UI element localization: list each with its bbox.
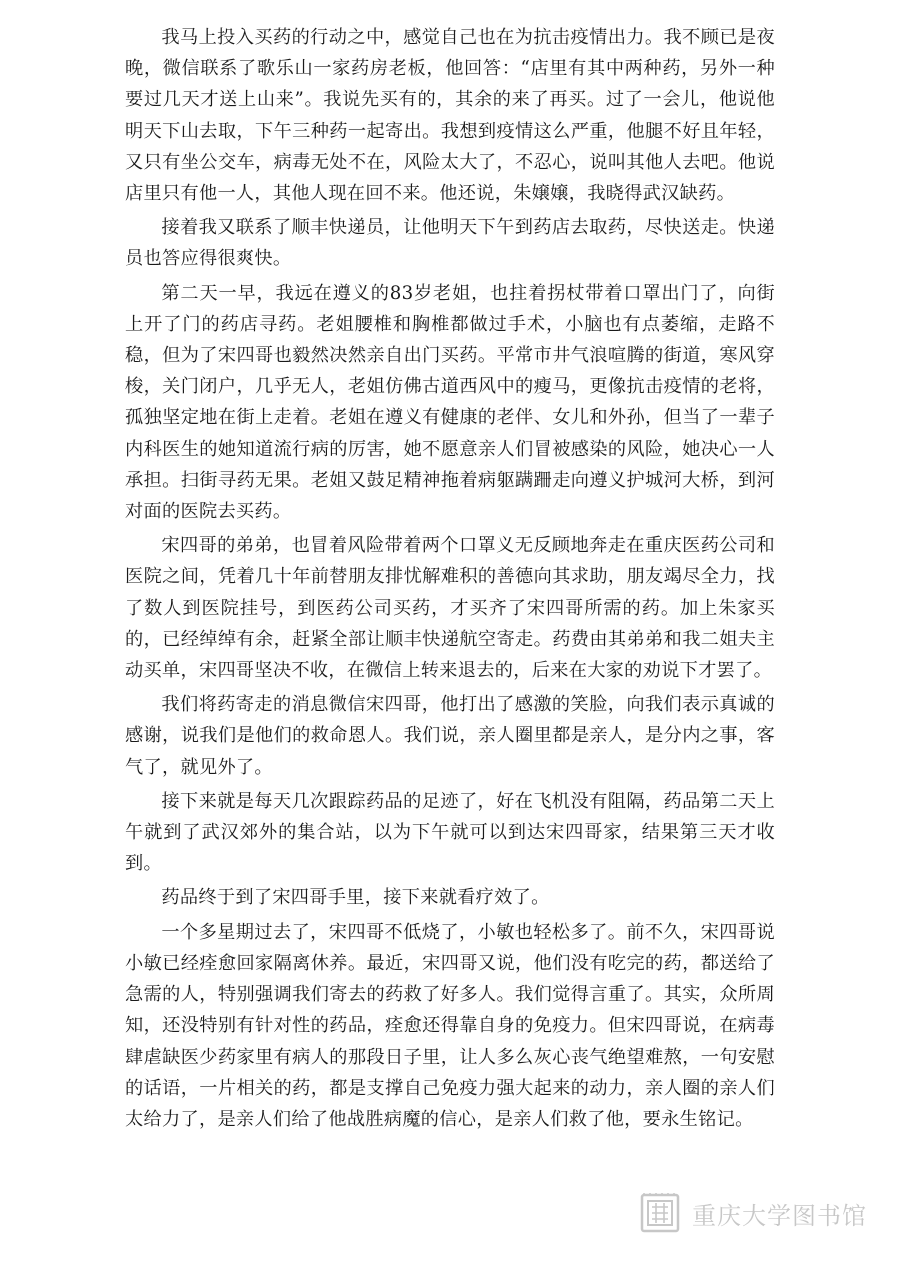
paragraph-2: 接着我又联系了顺丰快递员，让他明天下午到药店去取药，尽快送走。快递员也答应得很爽快。 (125, 217, 775, 270)
paragraph-5: 我们将药寄走的消息微信宋四哥，他打出了感激的笑脸，向我们表示真诚的感谢，说我们是他们的救命恩人。我们说，亲人圈里都是亲人，是分内之事，客气了，就见外了。 (125, 694, 775, 778)
paragraph-1: 我马上投入买药的行动之中，感觉自己也在为抗击疫情出力。我不顾已是夜晚，微信联系了歌乐山一家药房老板，他回答：“店里有其中两种药，另外一种要过几天才送上山来”。我说先买有的，其余的来了再买。过了一会儿，他说他明天下山去取，下午三种药一起寄出。我想到疫情这么严重，他腿不好且年轻，又只有坐公交车，病毒无处不在，风险太大了，不忍心，说叫其他人去吧。他说店里只有他一人，其他人现在回不来。他还说，朱嬢嬢，我晓得武汉缺药。 (125, 27, 775, 205)
paragraph-8: 一个多星期过去了，宋四哥不低烧了，小敏也轻松多了。前不久，宋四哥说小敏已经痊愈回家隔离休养。最近，宋四哥又说，他们没有吃完的药，都送给了急需的人，特别强调我们寄去的药救了好多人。我们觉得言重了。其实，众所周知，还没特别有针对性的药品，痊愈还得靠自身的免疫力。但宋四哥说，在病毒肆虐缺医少药家里有病人的那段日子里，让人多么灰心丧气绝望难熬，一句安慰的话语，一片相关的药，都是支撑自己免疫力强大起来的动力，亲人圈的亲人们太给力了，是亲人们给了他战胜病魔的信心，是亲人们救了他，要永生铭记。 (125, 921, 775, 1130)
library-watermark (640, 1193, 867, 1233)
paragraph-7: 药品终于到了宋四哥手里，接下来就看疗效了。 (161, 887, 550, 909)
paragraph-6: 接下来就是每天几次跟踪药品的足迹了，好在飞机没有阻隔，药品第二天上午就到了武汉郊外的集合站，以为下午就可以到达宋四哥家，结果第三天才收到。 (125, 790, 775, 875)
watermark-text: 重庆大学图书馆 (692, 1201, 867, 1230)
paragraph-3: 第二天一早，我远在遵义的83岁老姐，也拄着拐杖带着口罩出门了，向街上开了门的药店寻药。老姐腰椎和胸椎都做过手术，小脑也有点萎缩，走路不稳，但为了宋四哥也毅然决然亲自出门买药。平常市井气浪喧腾的街道，寒风穿梭，关门闭户，几乎无人，老姐仿佛古道西风中的瘦马，更像抗击疫情的老将，孤独坚定地在街上走着。老姐在遵义有健康的老伴、女儿和外孙，但当了一辈子内科医生的她知道流行病的厉害，她不愿意亲人们冒被感染的风险，她决心一人承担。扫街寻药无果。老姐又鼓足精神拖着病躯蹒跚走向遵义护城河大桥，到河对面的医院去买药。 (125, 282, 775, 523)
paragraph-4: 宋四哥的弟弟，也冒着风险带着两个口罩义无反顾地奔走在重庆医药公司和医院之间，凭着几十年前替朋友排忧解难积的善德向其求助，朋友竭尽全力，找了数人到医院挂号，到医药公司买药，才买齐了宋四哥所需的药。加上朱家买的，已经绰绰有余，赶紧全部让顺丰快递航空寄走。药费由其弟弟和我二姐夫主动买单，宋四哥坚决不收，在微信上转来退去的，后来在大家的劝说下才罢了。 (125, 535, 775, 682)
library-seal-icon (640, 1193, 680, 1233)
document-body (125, 22, 775, 1138)
